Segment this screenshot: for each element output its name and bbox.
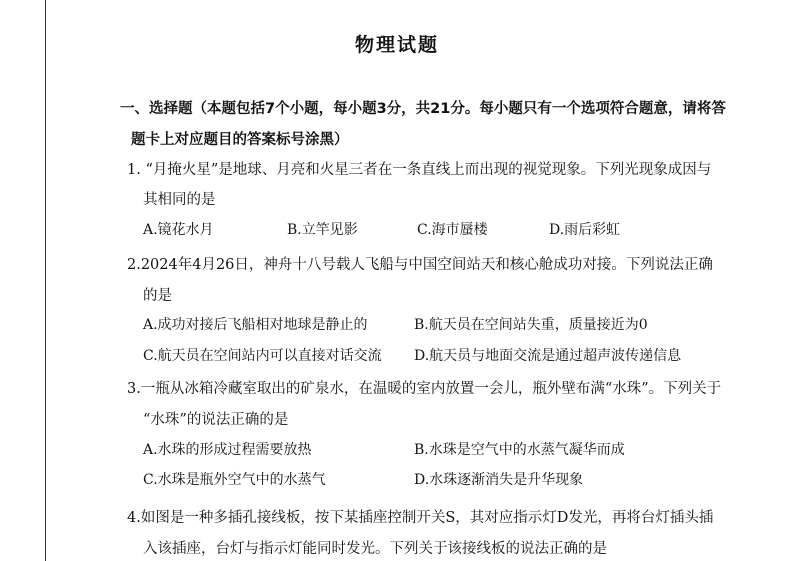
question-2-stem-line-1: 2.2024年4月26日，神舟十八号载人飞船与中国空间站天和核心舱成功对接。下列说法正确	[127, 257, 713, 273]
question-1-stem-line-2: 其相同的是	[143, 192, 216, 208]
question-1-option-d: D.雨后彩虹	[549, 222, 621, 238]
question-3-option-a: A.水珠的形成过程需要放热	[143, 442, 312, 458]
section-heading-line-1: 一、选择题（本题包括7个小题，每小题3分，共21分。每小题只有一个选项符合题意，请将答	[120, 101, 726, 117]
question-1-option-b: B.立竿见影	[287, 222, 358, 238]
question-3-option-c: C.水珠是瓶外空气中的水蒸气	[143, 472, 326, 488]
question-4-stem-line-2: 入该插座，台灯与指示灯能同时发光。下列关于该接线板的说法正确的是	[143, 541, 607, 557]
question-1-option-a: A.镜花水月	[143, 222, 214, 238]
question-3-option-d: D.水珠逐渐消失是升华现象	[414, 472, 584, 488]
page-title: 物理试题	[354, 34, 439, 56]
question-2-option-a: A.成功对接后飞船相对地球是静止的	[143, 317, 368, 333]
question-2-stem-line-2: 的是	[143, 288, 172, 304]
question-3-stem-line-2: “水珠”的说法正确的是	[143, 412, 289, 428]
question-3-stem-line-1: 3.一瓶从冰箱冷藏室取出的矿泉水，在温暖的室内放置一会儿，瓶外壁布满“水珠”。下列关于	[127, 381, 722, 397]
section-heading-line-2: 题卡上对应题目的答案标号涂黑）	[131, 132, 349, 148]
question-1-stem-line-1: 1. “月掩火星”是地球、月亮和火星三者在一条直线上而出现的视觉现象。下列光现象成因与	[127, 162, 712, 178]
question-2-option-b: B.航天员在空间站失重，质量接近为0	[414, 317, 648, 333]
question-1-option-c: C.海市蜃楼	[417, 222, 488, 238]
question-2-option-c: C.航天员在空间站内可以直接对话交流	[143, 348, 382, 364]
binding-margin-line	[45, 0, 46, 561]
question-2-option-d: D.航天员与地面交流是通过超声波传递信息	[414, 348, 682, 364]
question-4-stem-line-1: 4.如图是一种多插孔接线板，按下某插座控制开关S，其对应指示灯D发光，再将台灯插头插	[127, 510, 714, 526]
question-3-option-b: B.水珠是空气中的水蒸气凝华而成	[414, 442, 625, 458]
